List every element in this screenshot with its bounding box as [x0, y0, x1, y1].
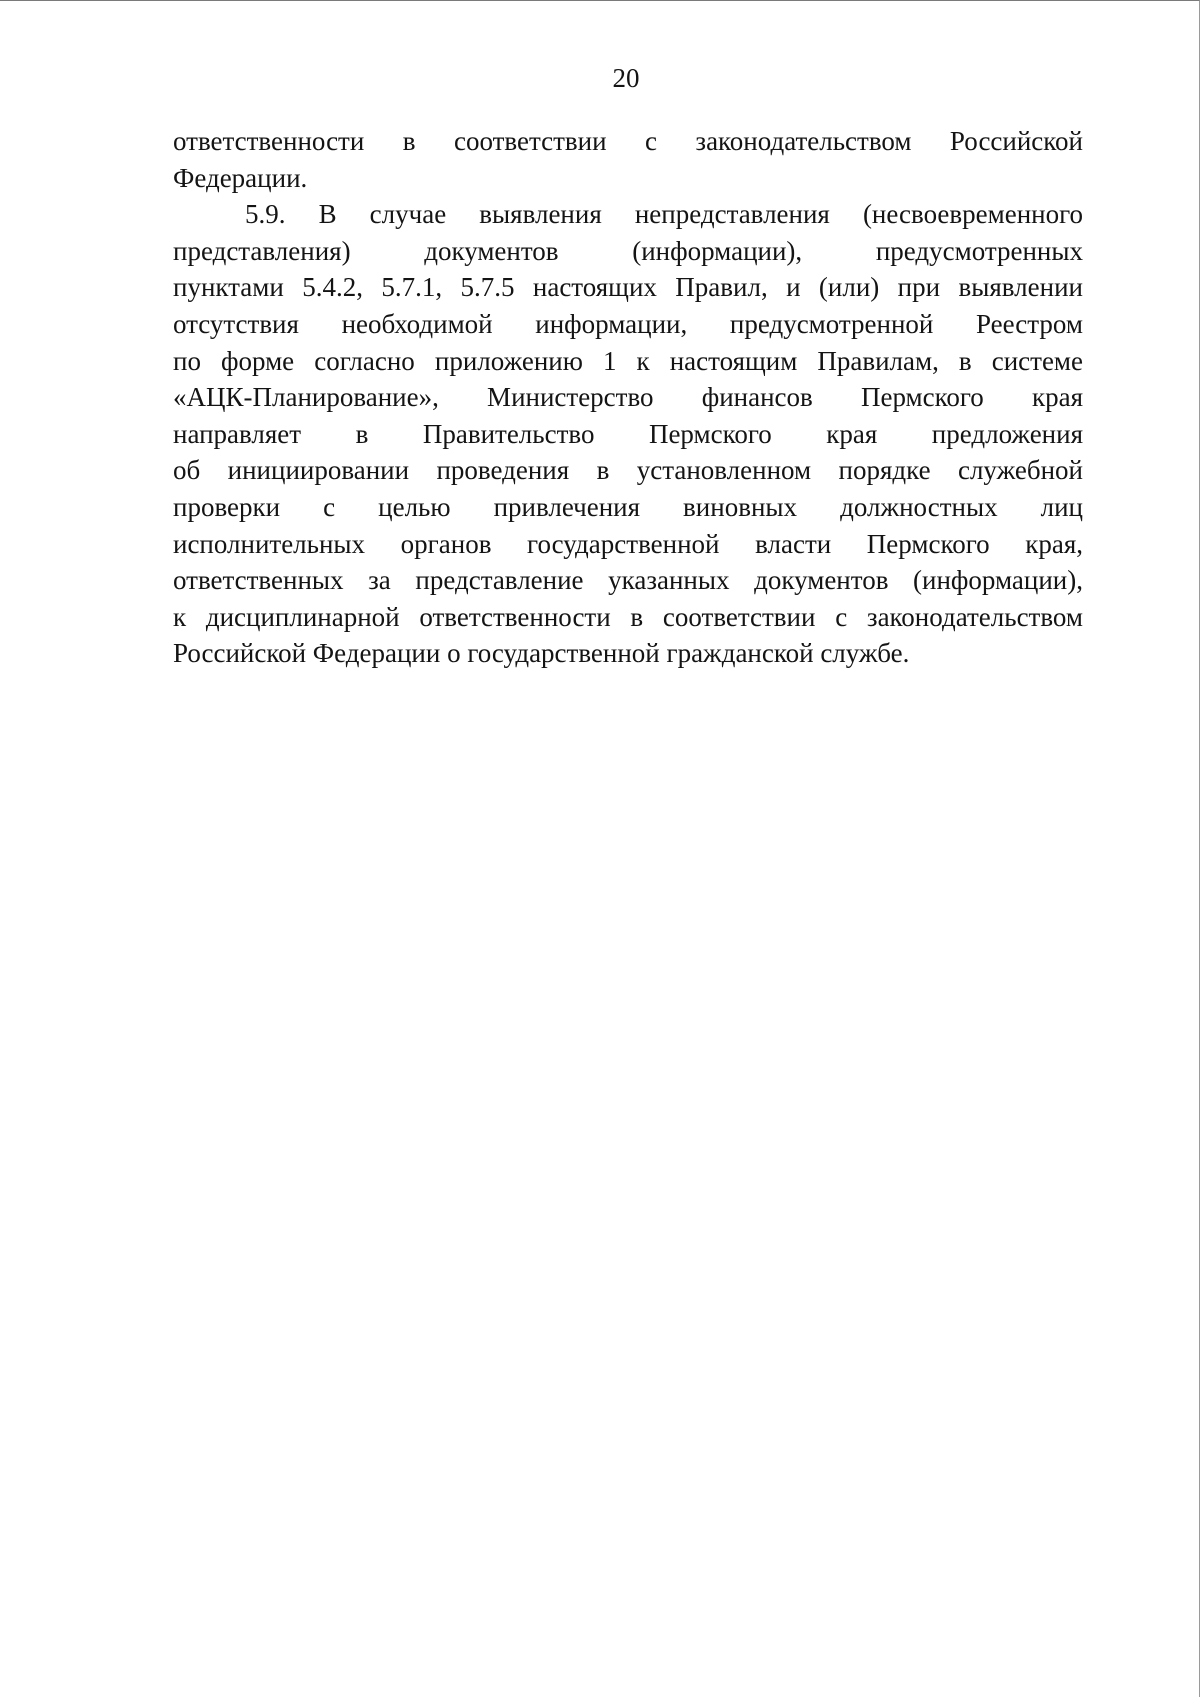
text-line: Российской Федерации о государственной гражданской службе.: [173, 638, 910, 669]
text-line: пунктами 5.4.2, 5.7.1, 5.7.5 настоящих Правил, и (или) при выявлении: [173, 272, 1083, 303]
text-line: 5.9. В случае выявления непредставления (несвоевременного: [245, 199, 1083, 230]
text-line: об инициировании проведения в установленном порядке служебной: [173, 455, 1083, 486]
text-line: к дисциплинарной ответственности в соответствии с законодательством: [173, 601, 1083, 632]
text-line: «АЦК-Планирование», Министерство финансов Пермского края: [173, 382, 1083, 413]
text-line: по форме согласно приложению 1 к настоящим Правилам, в системе: [173, 345, 1083, 376]
paragraph-continuation: [173, 123, 1083, 196]
text-line: направляет в Правительство Пермского края предложения: [173, 418, 1083, 449]
text-line: ответственности в соответствии с законодательством Российской: [173, 126, 1083, 156]
text-line: Федерации.: [173, 162, 308, 193]
paragraph-5-9: [173, 196, 1083, 672]
text-line: отсутствия необходимой информации, предусмотренной Реестром: [173, 308, 1083, 339]
document-body: [173, 123, 1083, 672]
page-number: 20: [612, 63, 640, 93]
text-line: проверки с целью привлечения виновных должностных лиц: [173, 491, 1083, 522]
text-line: исполнительных органов государственной власти Пермского края,: [173, 528, 1083, 559]
text-line: представления) документов (информации), предусмотренных: [173, 235, 1083, 266]
text-line: ответственных за представление указанных документов (информации),: [173, 565, 1083, 596]
